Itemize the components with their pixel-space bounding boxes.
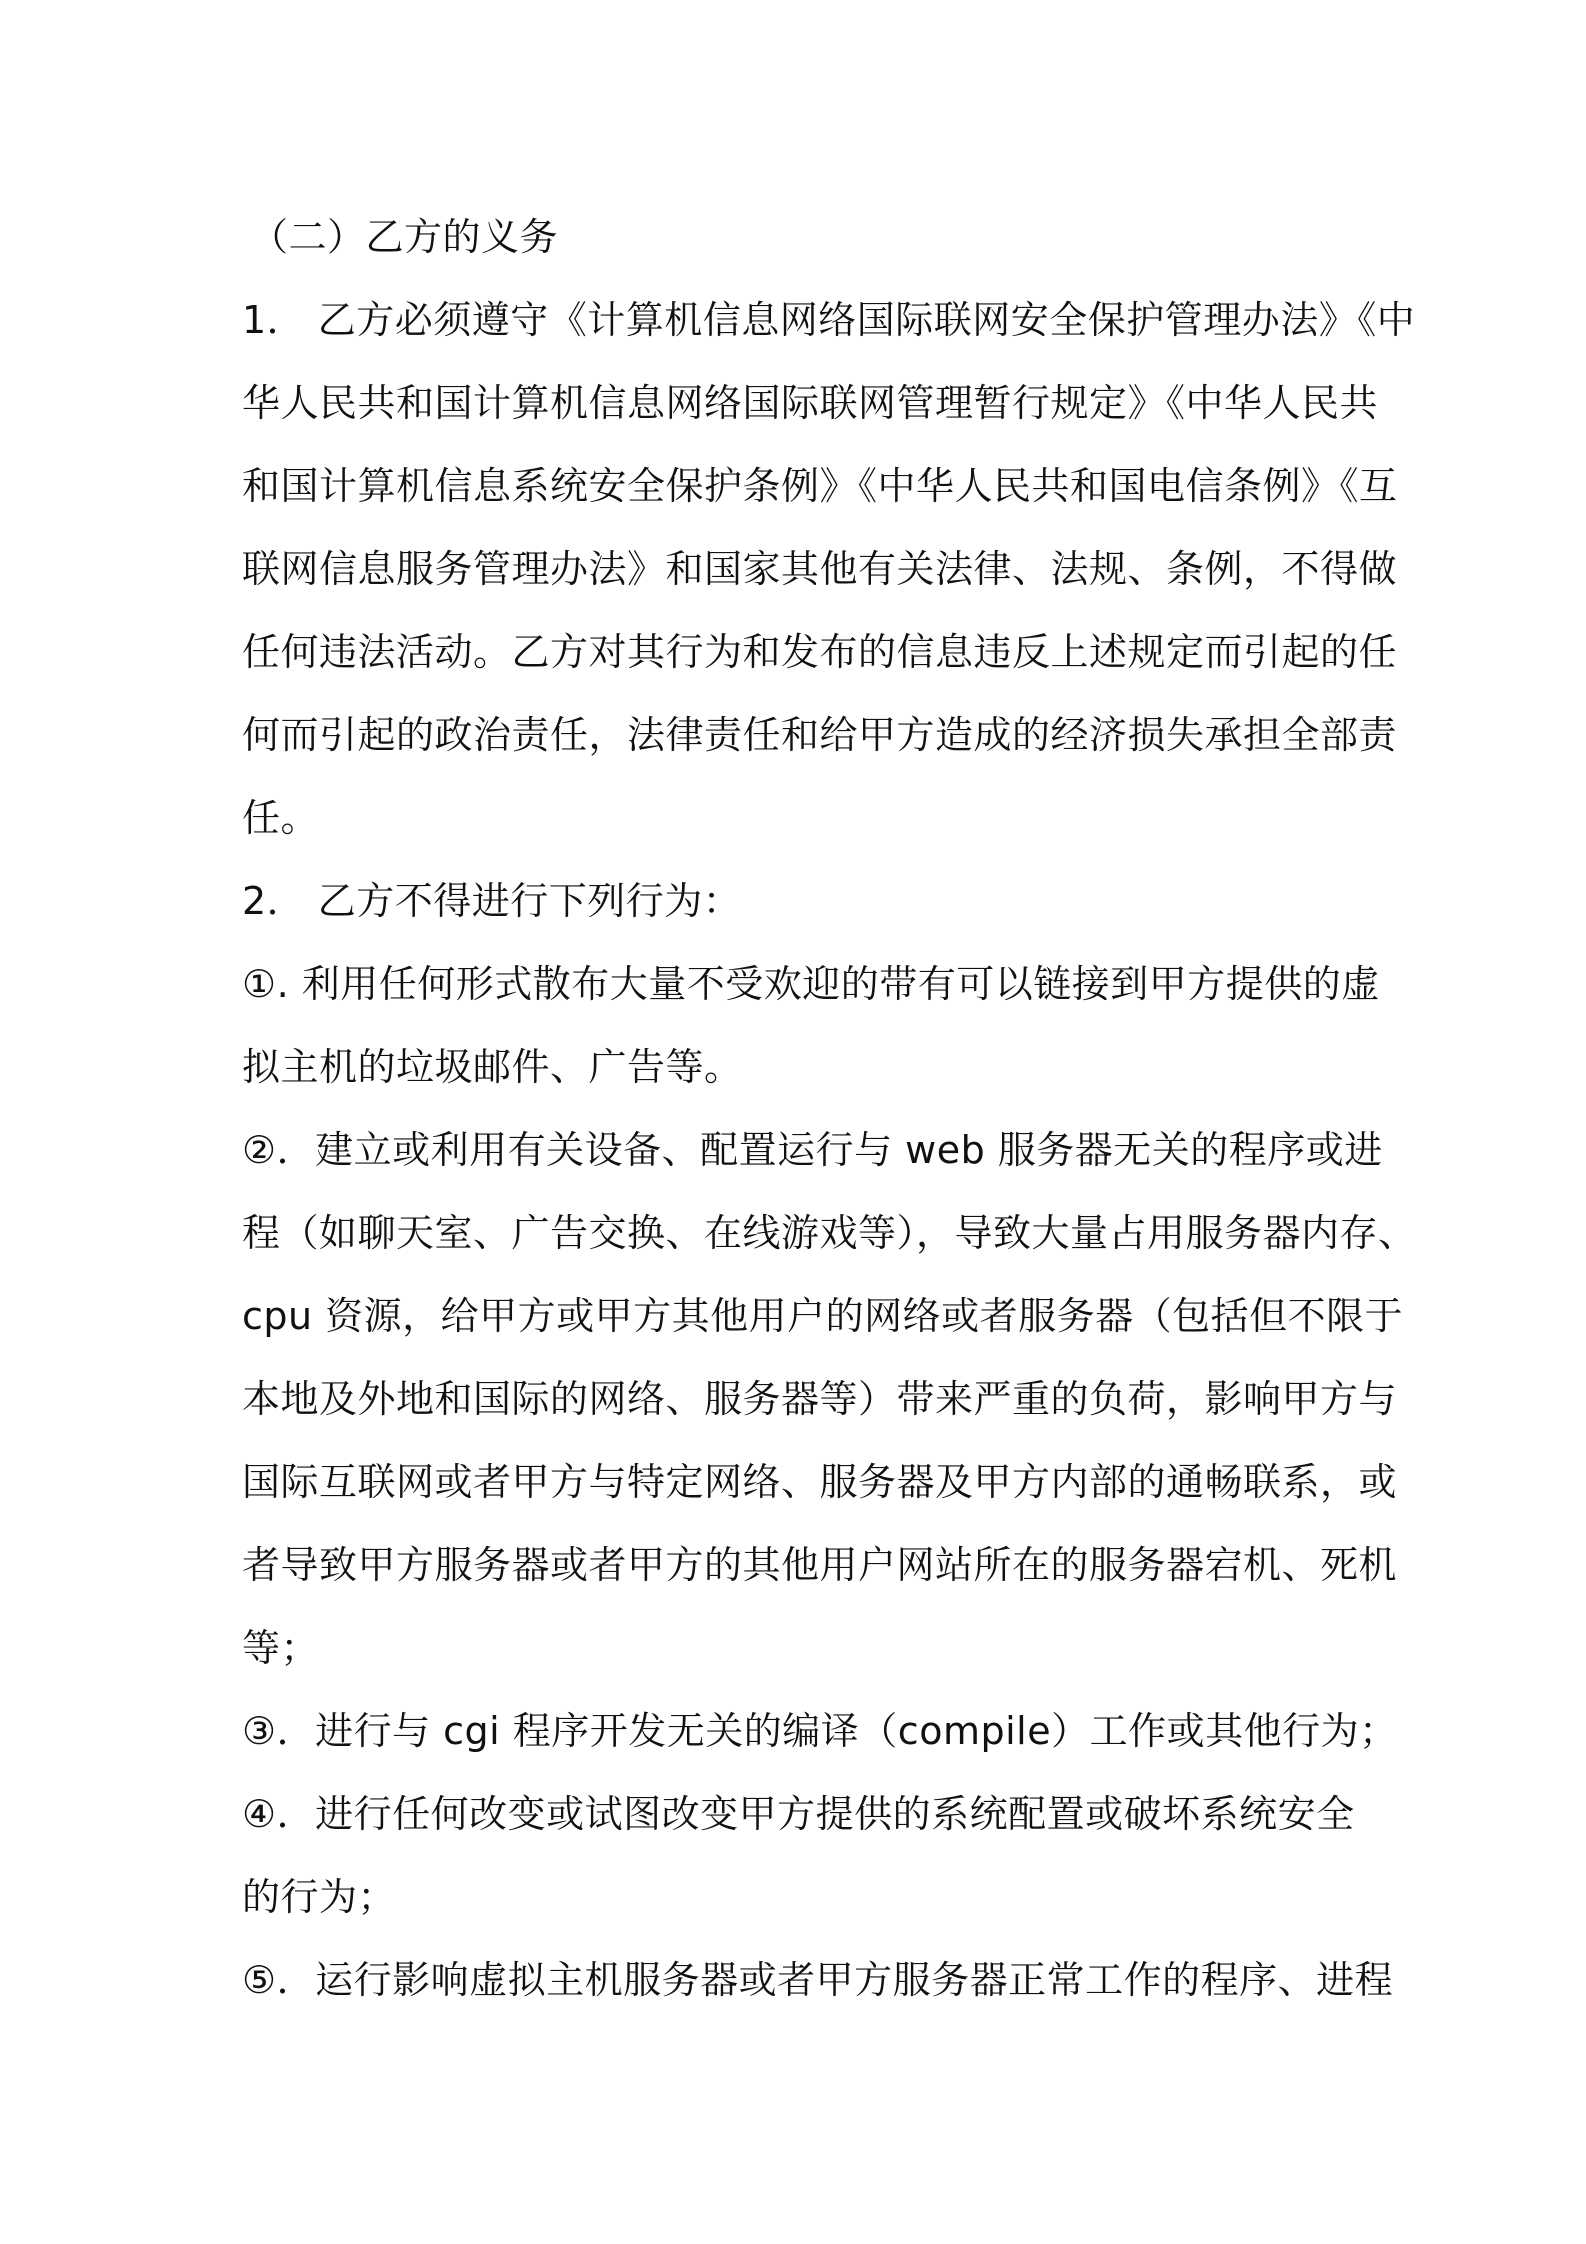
paragraph-line: ④．进行任何改变或试图改变甲方提供的系统配置或破坏系统安全 [242,1792,1355,1836]
paragraph-line: 1． 乙方必须遵守《计算机信息网络国际联网安全保护管理办法》《中 [242,298,1416,342]
paragraph-line: 何而引起的政治责任，法律责任和给甲方造成的经济损失承担全部责 [242,713,1398,757]
paragraph-line: 等； [242,1626,320,1670]
paragraph-line: ⑤．运行影响虚拟主机服务器或者甲方服务器正常工作的程序、进程 [242,1958,1394,2002]
paragraph-line: 华人民共和国计算机信息网络国际联网管理暂行规定》《中华人民共 [242,381,1379,425]
paragraph-line: cpu 资源，给甲方或甲方其他用户的网络或者服务器（包括但不限于 [242,1294,1404,1338]
paragraph-line: 联网信息服务管理办法》和国家其他有关法律、法规、条例，不得做 [242,547,1398,591]
paragraph-line: ③．进行与 cgi 程序开发无关的编译（compile）工作或其他行为； [242,1709,1398,1753]
section-heading: （二）乙方的义务 [250,215,559,259]
paragraph-line: 国际互联网或者甲方与特定网络、服务器及甲方内部的通畅联系，或 [242,1460,1398,1504]
document-body [242,196,1417,2022]
paragraph-line: 的行为； [242,1875,397,1919]
paragraph-line: 程（如聊天室、广告交换、在线游戏等），导致大量占用服务器内存、 [242,1211,1417,1255]
paragraph-line: 任何违法活动。乙方对其行为和发布的信息违反上述规定而引起的任 [242,630,1398,674]
paragraph-line: ①. 利用任何形式散布大量不受欢迎的带有可以链接到甲方提供的虚 [242,962,1380,1006]
paragraph-line: 和国计算机信息系统安全保护条例》《中华人民共和国电信条例》《互 [242,464,1398,508]
paragraph-line: 拟主机的垃圾邮件、广告等。 [242,1045,743,1089]
paragraph-line: 2． 乙方不得进行下列行为： [242,879,742,923]
paragraph-line: 本地及外地和国际的网络、服务器等）带来严重的负荷，影响甲方与 [242,1377,1398,1421]
paragraph-line: 者导致甲方服务器或者甲方的其他用户网站所在的服务器宕机、死机 [242,1543,1398,1587]
paragraph-line: ②．建立或利用有关设备、配置运行与 web 服务器无关的程序或进 [242,1128,1383,1172]
paragraph-line: 任。 [242,796,320,840]
